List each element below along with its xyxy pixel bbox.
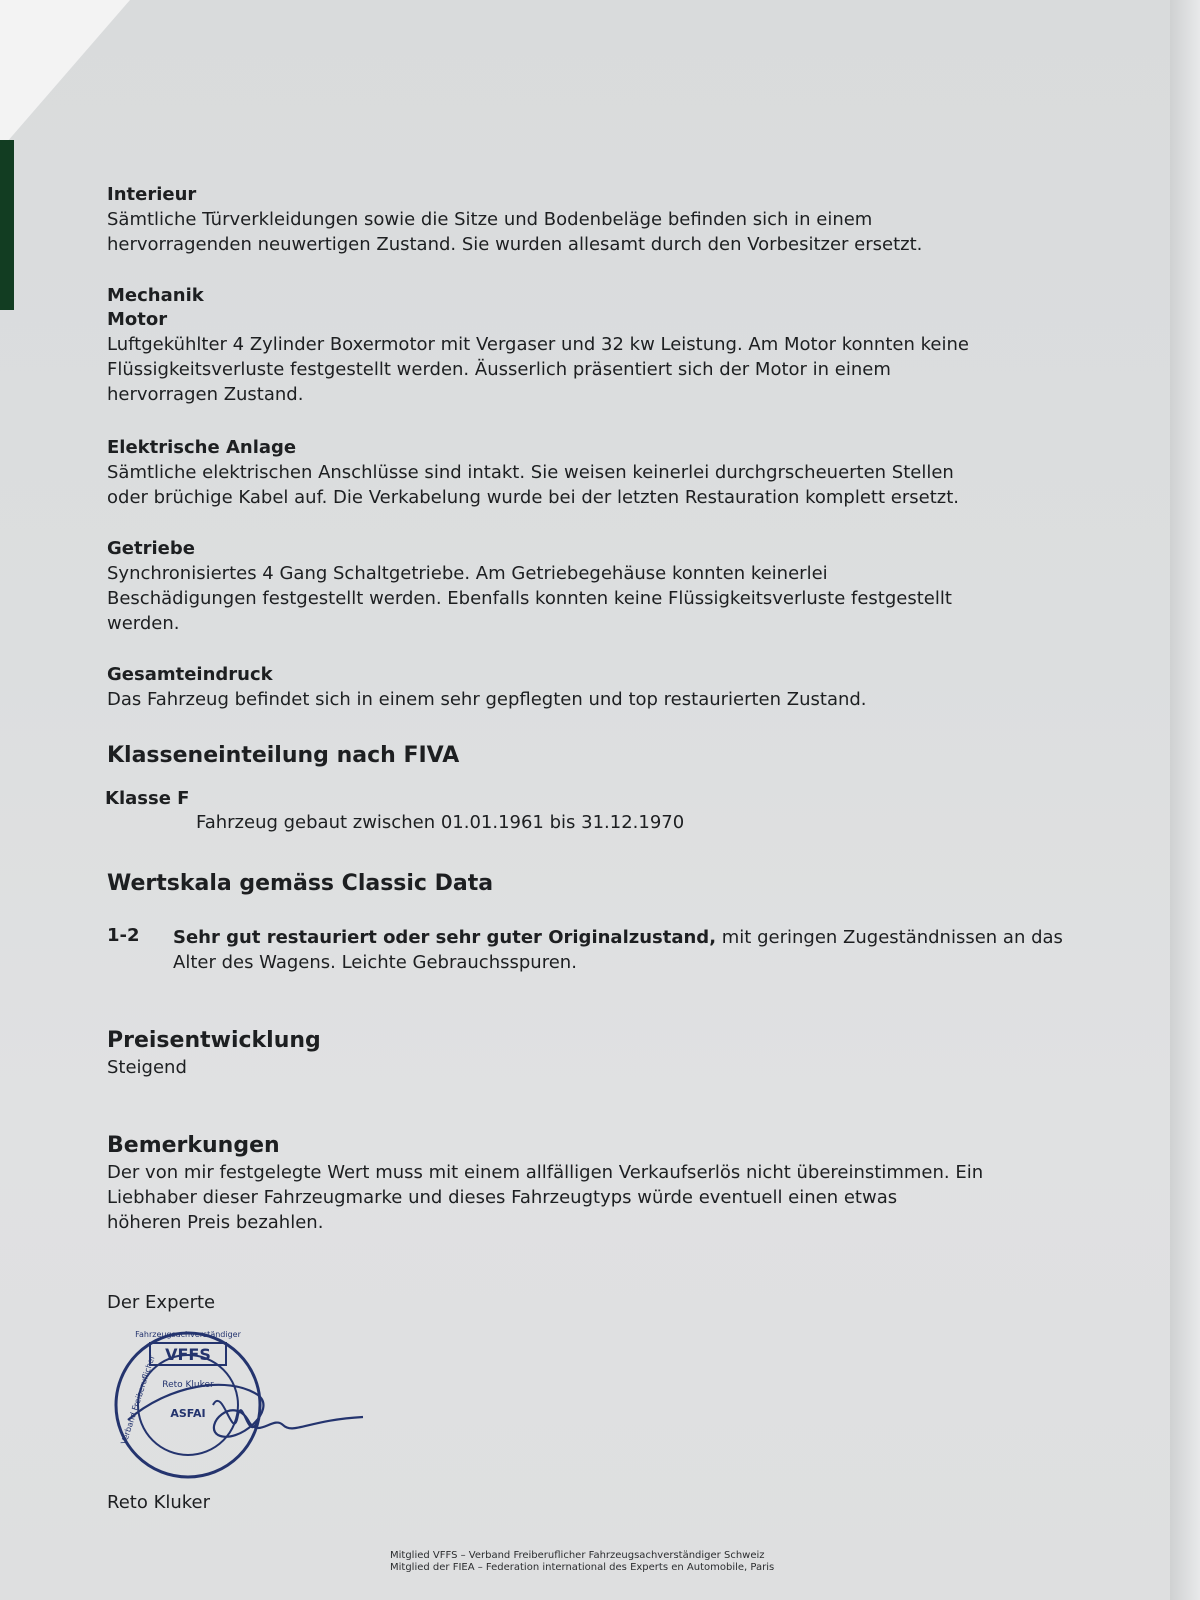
footer-line: Mitglied VFFS – Verband Freiberuflicher Fahrzeugsachverständiger Schweiz [390, 1550, 765, 1561]
heading-wertskala: Wertskala gemäss Classic Data [107, 871, 494, 896]
text-line: Sämtliche Türverkleidungen sowie die Sitze und Bodenbeläge befinden sich in einem [107, 209, 873, 230]
text-line: werden. [107, 613, 180, 634]
heading-getriebe: Getriebe [107, 538, 195, 559]
stamp-top-text: Fahrzeugsachverständiger [135, 1330, 241, 1339]
text-line: hervorragen Zustand. [107, 384, 304, 405]
text-line: Der von mir festgelegte Wert muss mit einem allfälligen Verkaufserlös nicht übereinstimmen. Ein [107, 1162, 984, 1183]
stamp-name-text: Reto Kluker [162, 1380, 214, 1390]
section-interieur [107, 183, 1067, 257]
fiva-class-label: Klasse F [105, 788, 190, 809]
section-bemerkungen [107, 1132, 1067, 1235]
section-getriebe [107, 537, 1067, 636]
text-line: Sämtliche elektrischen Anschlüsse sind intakt. Sie weisen keinerlei durchgrscheuerten Stellen [107, 462, 954, 483]
text-line: Alter des Wagens. Leichte Gebrauchsspuren. [173, 952, 577, 973]
text-line: oder brüchige Kabel auf. Die Verkabelung wurde bei der letzten Restauration komplett ersetzt. [107, 487, 959, 508]
section-elektrik [107, 436, 1067, 510]
signature-name: Reto Kluker [107, 1492, 211, 1513]
section-wertskala [107, 870, 1067, 898]
heading-preisentwicklung: Preisentwicklung [107, 1028, 321, 1053]
signature-label-block [107, 1290, 1067, 1315]
text-line: Synchronisiertes 4 Gang Schaltgetriebe. Am Getriebegehäuse konnten keinerlei [107, 563, 828, 584]
subheading-motor: Motor [107, 309, 168, 330]
section-mechanik [107, 284, 1067, 407]
footer [390, 1550, 774, 1574]
heading-bemerkungen: Bemerkungen [107, 1133, 280, 1158]
text-line: hervorragenden neuwertigen Zustand. Sie wurden allesamt durch den Vorbesitzer ersetzt. [107, 234, 923, 255]
text-line: mit geringen Zugeständnissen an das [716, 927, 1063, 948]
signature-label: Der Experte [107, 1292, 216, 1313]
text-line: Beschädigungen festgestellt werden. Ebenfalls konnten keine Flüssigkeitsverluste festgestellt [107, 588, 952, 609]
scale-number: 1-2 [107, 925, 140, 946]
signature-name-block [107, 1490, 1067, 1515]
heading-mechanik: Mechanik [107, 285, 204, 306]
stamp-left-text: Verband Freiberuflicher [119, 1354, 157, 1446]
section-fiva [107, 742, 1067, 770]
fiva-class-text: Fahrzeug gebaut zwischen 01.01.1961 bis 31.12.1970 [196, 812, 685, 833]
stamp-center-text: VFFS [165, 1345, 211, 1364]
signature-stroke [128, 1385, 363, 1437]
section-preisentwicklung [107, 1027, 1067, 1080]
text-line: Steigend [107, 1057, 187, 1078]
stamp-icon [108, 1325, 368, 1485]
section-gesamteindruck [107, 663, 1067, 712]
stamp-bottom-text: ASFAI [170, 1407, 206, 1420]
heading-elektrik: Elektrische Anlage [107, 437, 297, 458]
footer-line: Mitglied der FIEA – Federation international des Experts en Automobile, Paris [390, 1562, 775, 1573]
heading-gesamteindruck: Gesamteindruck [107, 664, 273, 685]
text-line: Das Fahrzeug befindet sich in einem sehr gepflegten und top restaurierten Zustand. [107, 689, 867, 710]
heading-fiva: Klasseneinteilung nach FIVA [107, 743, 460, 768]
scale-description [173, 925, 1073, 975]
text-line: Luftgekühlter 4 Zylinder Boxermotor mit Vergaser und 32 kw Leistung. Am Motor konnten keine [107, 334, 969, 355]
background-edge [0, 140, 14, 310]
text-line: Flüssigkeitsverluste festgestellt werden. Äusserlich präsentiert sich der Motor in einem [107, 359, 891, 380]
text-line: Liebhaber dieser Fahrzeugmarke und dieses Fahrzeugtyps würde eventuell einen etwas [107, 1187, 898, 1208]
scale-bold-text: Sehr gut restauriert oder sehr guter Originalzustand, [173, 927, 717, 948]
text-line: höheren Preis bezahlen. [107, 1212, 324, 1233]
heading-interieur: Interieur [107, 184, 197, 205]
paper-edge [1170, 0, 1200, 1600]
